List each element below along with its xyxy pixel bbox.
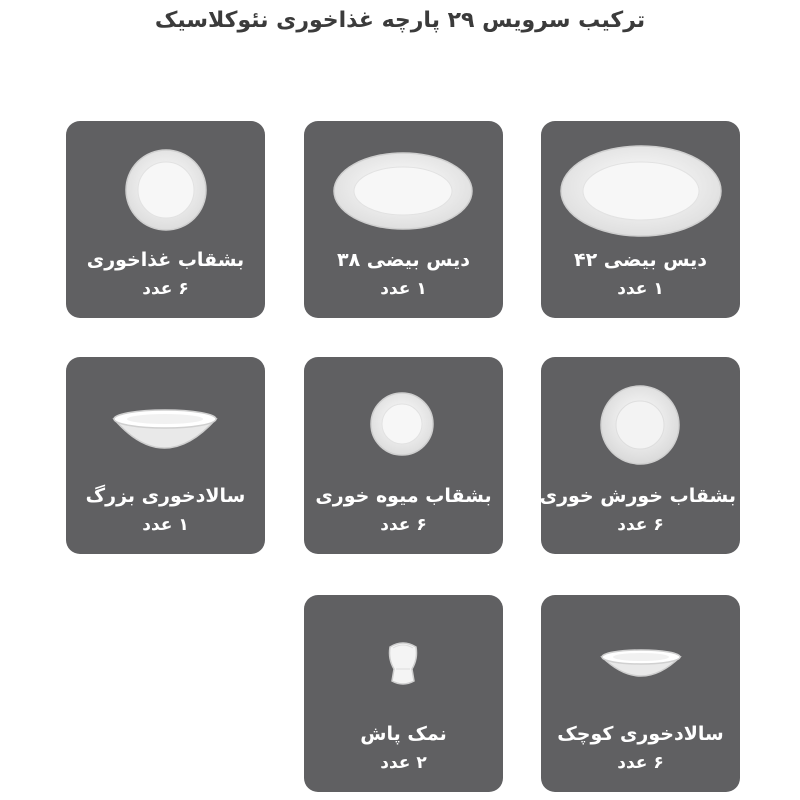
item-quantity: ۱ عدد [380, 279, 427, 299]
item-card-fruit-plate [304, 357, 503, 554]
stew-plate-icon [541, 357, 740, 483]
page-title: ترکیب سرویس ۲۹ پارچه غذاخوری نئوکلاسیک [154, 8, 646, 33]
item-card-dinner-plate [66, 121, 265, 318]
item-name: نمک پاش [360, 723, 447, 745]
fruit-plate-icon [304, 357, 503, 483]
dinner-plate-icon [66, 121, 265, 247]
large-oval-platter-icon [541, 121, 740, 247]
item-card-large-salad-bowl [66, 357, 265, 554]
oval-platter-icon [304, 121, 503, 247]
item-quantity: ۱ عدد [142, 515, 189, 535]
item-name: بشقاب خورش خوری [539, 485, 736, 507]
item-name: دیس بیضی ۳۸ [336, 249, 470, 271]
small-salad-bowl-icon [541, 595, 740, 721]
item-name: دیس بیضی ۴۲ [573, 249, 707, 271]
item-quantity: ۶ عدد [617, 753, 664, 773]
large-salad-bowl-icon [66, 357, 265, 483]
item-quantity: ۶ عدد [617, 515, 664, 535]
item-name: بشقاب میوه خوری [315, 485, 492, 507]
item-quantity: ۱ عدد [617, 279, 664, 299]
item-name: سالادخوری بزرگ [85, 485, 246, 507]
item-card-oval-platter [304, 121, 503, 318]
item-quantity: ۶ عدد [380, 515, 427, 535]
item-name: بشقاب غذاخوری [86, 249, 245, 271]
item-quantity: ۲ عدد [380, 753, 427, 773]
item-quantity: ۶ عدد [142, 279, 189, 299]
salt-shaker-icon [304, 595, 503, 721]
item-card-stew-plate [541, 357, 740, 554]
item-name: سالادخوری کوچک [557, 723, 724, 745]
item-card-small-salad-bowl [541, 595, 740, 792]
item-card-large-oval-platter [541, 121, 740, 318]
item-card-salt-shaker [304, 595, 503, 792]
